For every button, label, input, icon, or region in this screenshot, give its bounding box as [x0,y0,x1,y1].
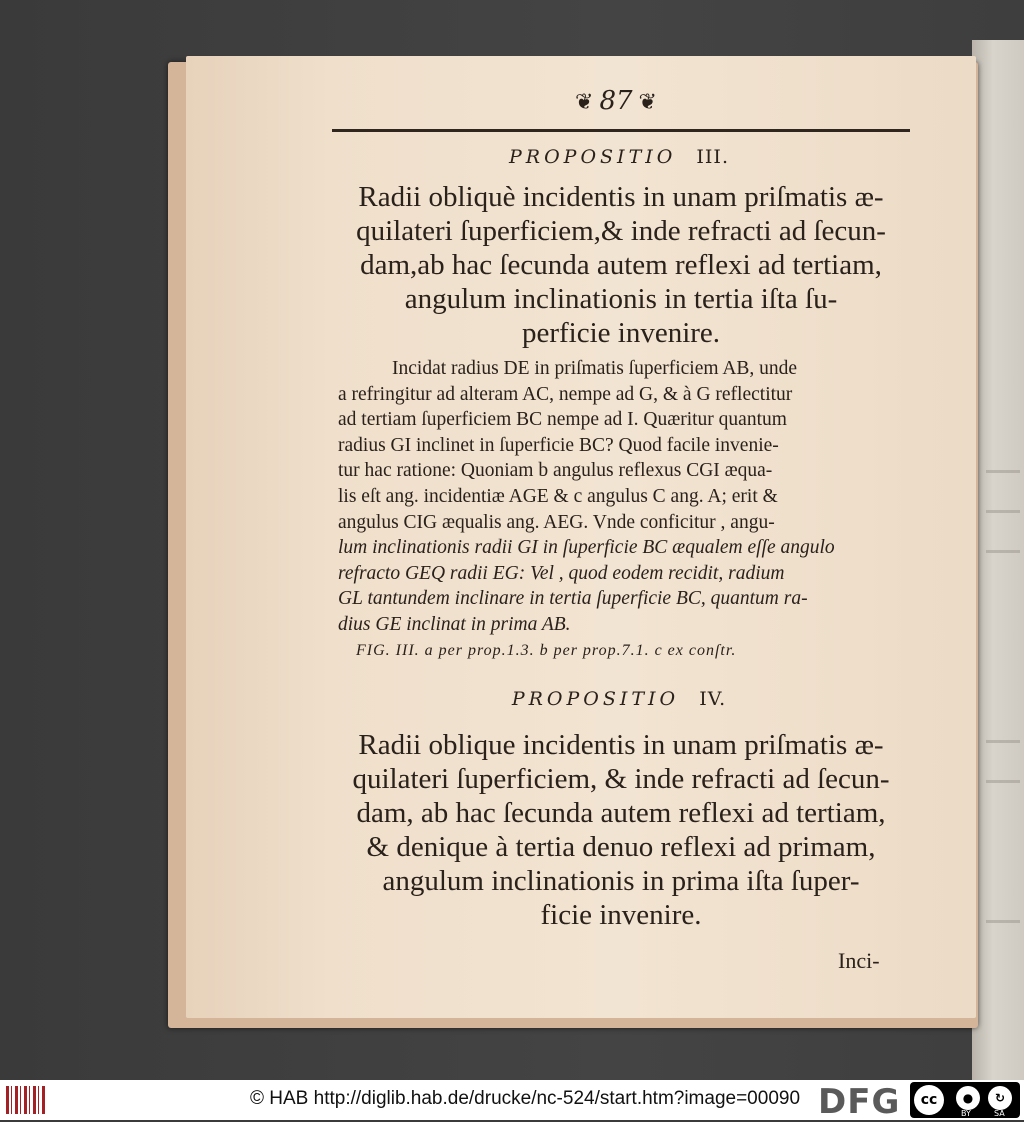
catchword: Inci- [838,948,880,973]
prop3-lemma-line: Radii obliquè incidentis in unam priſmatis æ- [358,181,884,213]
prop3-body-line: a refringitur ad alteram AC, nempe ad G, & à G reflectitur [338,383,793,405]
ornament-right-icon: ❦ [638,90,657,115]
prop3-body-line: angulus CIG æqualis ang. AEG. Vnde conficitur , angu- [338,511,775,533]
prop3-lemma-line: perficie invenire. [521,317,721,349]
copyright-link[interactable]: © HAB http://diglib.hab.de/drucke/nc-524/start.htm?image=00090 [250,1088,801,1109]
prop3-numeral: III. [696,146,729,168]
prop4-lemma-line: ficie invenire. [540,899,702,931]
prop3-lemma-line: dam,ab hac ſecunda autem reflexi ad tertiam, [360,249,882,281]
prop3-body-line: radius GI inclinet in ſuperficie BC? Quod facile invenie- [338,434,779,456]
page-header [556,86,676,116]
ornament-left-icon: ❦ [575,90,594,115]
prop4-lemma-line: quilateri ſuperficiem, & inde refracti ad ſecun- [352,763,890,795]
prop3-heading [330,146,908,168]
prop3-marginal-notes: FIG. III. a per prop.1.3. b per prop.7.1. c ex conſtr. [356,642,737,659]
by-label: BY [961,1109,971,1118]
prop3-body-line: ad tertiam ſuperficiem BC nempe ad I. Quæritur quantum [338,409,787,431]
prop4-lemma [332,728,910,932]
prop3-body [338,356,910,638]
cc-license-badge[interactable] [910,1082,1020,1118]
dfg-logo[interactable]: DFG [818,1082,901,1122]
cc-icon: cc [914,1085,944,1115]
share-alike-icon: ↻ [988,1086,1012,1110]
page-number: 87 [599,86,633,116]
sa-label: SA [994,1109,1005,1118]
prop3-lemma-line: angulum inclinationis in tertia iſta ſu- [404,283,838,315]
attribution-icon: ● [956,1086,980,1110]
prop4-lemma-line: & denique à tertia denuo reflexi ad primam, [366,831,876,863]
hab-logo-icon[interactable] [6,1086,46,1114]
adjacent-page-edge [972,40,1024,1080]
prop3-lemma [332,180,910,350]
prop4-heading-label: PROPOSITIO [511,688,680,710]
prop3-body-line: tur hac ratione: Quoniam b angulus reflexus CGI æqua- [338,460,773,482]
header-rule [332,129,910,132]
prop4-lemma-line: Radii oblique incidentis in unam priſmatis æ- [358,729,884,761]
prop4-heading [330,688,908,710]
prop4-numeral: IV. [699,688,727,710]
prop3-body-line: dius GE inclinat in prima AB. [338,613,571,635]
viewer-footer [0,1080,1024,1120]
prop3-body-line: Incidat radius DE in priſmatis ſuperficiem AB, unde [392,358,798,379]
prop3-body-line: refracto GEQ radii EG: Vel , quod eodem recidit, radium [338,562,785,584]
prop4-lemma-line: angulum inclinationis in prima iſta ſuper- [382,865,860,897]
prop3-lemma-line: quilateri ſuperficiem,& inde refracti ad ſecun- [356,215,886,247]
prop3-heading-label: PROPOSITIO [509,146,677,168]
prop4-lemma-line: dam, ab hac ſecunda autem reflexi ad tertiam, [356,797,886,829]
prop3-body-line: lum inclinationis radii GI in ſuperficie BC æqualem eſſe angulo [338,537,835,559]
prop3-body-line: lis eſt ang. incidentiæ AGE & c angulus C ang. A; erit & [338,485,778,507]
prop3-body-line: GL tantundem inclinare in tertia ſuperficie BC, quantum ra- [338,588,808,610]
